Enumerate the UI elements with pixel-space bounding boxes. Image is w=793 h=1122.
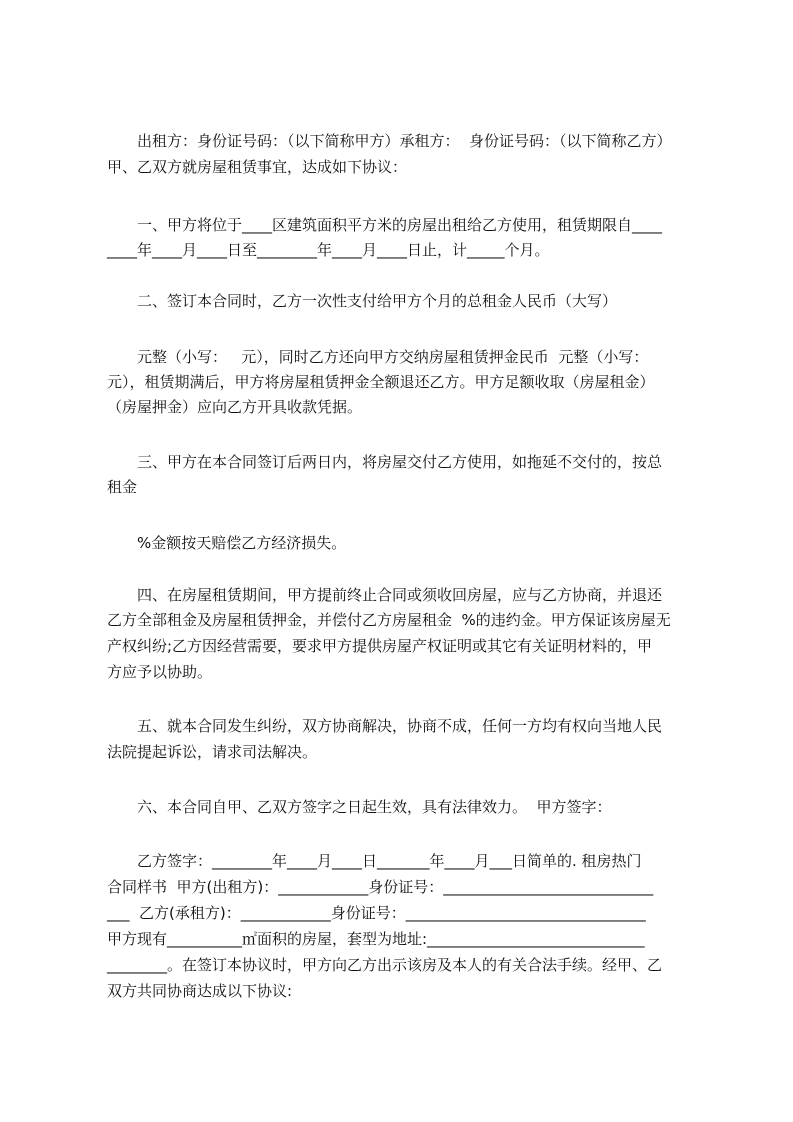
intro-line-2: 甲、乙双方就房屋租赁事宜，达成如下协议： bbox=[107, 158, 408, 176]
clause-4-line-1: 四、在房屋租赁期间，甲方提前终止合同或须收回房屋，应与乙方协商，并退还 bbox=[137, 586, 663, 604]
clause-3-line-2: 租金 bbox=[107, 478, 138, 496]
clause-2-line-1: 二、签订本合同时，乙方一次性支付给甲方个月的总租金人民币（大写） bbox=[137, 292, 618, 310]
signature-line-5: ________。在签订本协议时，甲方向乙方出示该房及本人的有关合法手续。经甲、乙 bbox=[107, 956, 663, 974]
clause-5-line-2: 法院提起诉讼，请求司法解决。 bbox=[107, 743, 318, 761]
intro-line-1: 出租方：身份证号码：（以下简称甲方）承租方： 身份证号码：（以下简称乙方） bbox=[137, 132, 672, 150]
clause-4-line-3: 产权纠纷;乙方因经营需要，要求甲方提供房屋产权证明或其它有关证明材料的，甲 bbox=[107, 637, 653, 655]
clause-2-cont-line-1: 元整（小写： 元），同时乙方还向甲方交纳房屋租赁押金民币 元整（小写： bbox=[137, 348, 649, 366]
signature-line-3: ___ 乙方(承租方)：____________身份证号：________________________________ bbox=[107, 904, 646, 922]
clause-4-line-4: 方应予以协助。 bbox=[107, 663, 213, 681]
signature-line-2: 合同样书 甲方(出租方)：____________身份证号：____________________________ bbox=[107, 878, 654, 896]
clause-6-line-1: 六、本合同自甲、乙双方签字之日起生效，具有法律效力。 甲方签字： bbox=[137, 798, 612, 816]
clause-5-line-1: 五、就本合同发生纠纷，双方协商解决，协商不成，任何一方均有权向当地人民 bbox=[137, 717, 663, 735]
clause-3-cont-line-1: %金额按天赔偿乙方经济损失。 bbox=[137, 534, 347, 552]
clause-1-line-1: 一、甲方将位于____区建筑面积平方米的房屋出租给乙方使用，租赁期限自____ bbox=[137, 216, 663, 234]
clause-3-line-1: 三、甲方在本合同签订后两日内，将房屋交付乙方使用，如拖延不交付的，按总 bbox=[137, 453, 663, 471]
clause-4-line-2: 乙方全部租金及房屋租赁押金，并偿付乙方房屋租金 %的违约金。甲方保证该房屋无 bbox=[107, 611, 671, 629]
clause-2-cont-line-2: 元），租赁期满后，甲方将房屋租赁押金全额退还乙方。甲方足额收取（房屋租金） bbox=[107, 373, 655, 391]
signature-line-1: 乙方签字：________年____月____日_______年____月___日简单的. 租房热门 bbox=[137, 852, 642, 870]
clause-1-line-2: ____年____月____日至________年____月____日止，计_____个月。 bbox=[107, 241, 550, 259]
clause-2-cont-line-3: （房屋押金）应向乙方开具收款凭据。 bbox=[107, 398, 363, 416]
signature-line-4: 甲方现有__________㎡面积的房屋，套型为地址:_____________________________ bbox=[107, 930, 645, 948]
signature-line-6: 双方共同协商达成以下协议: bbox=[107, 982, 293, 1000]
